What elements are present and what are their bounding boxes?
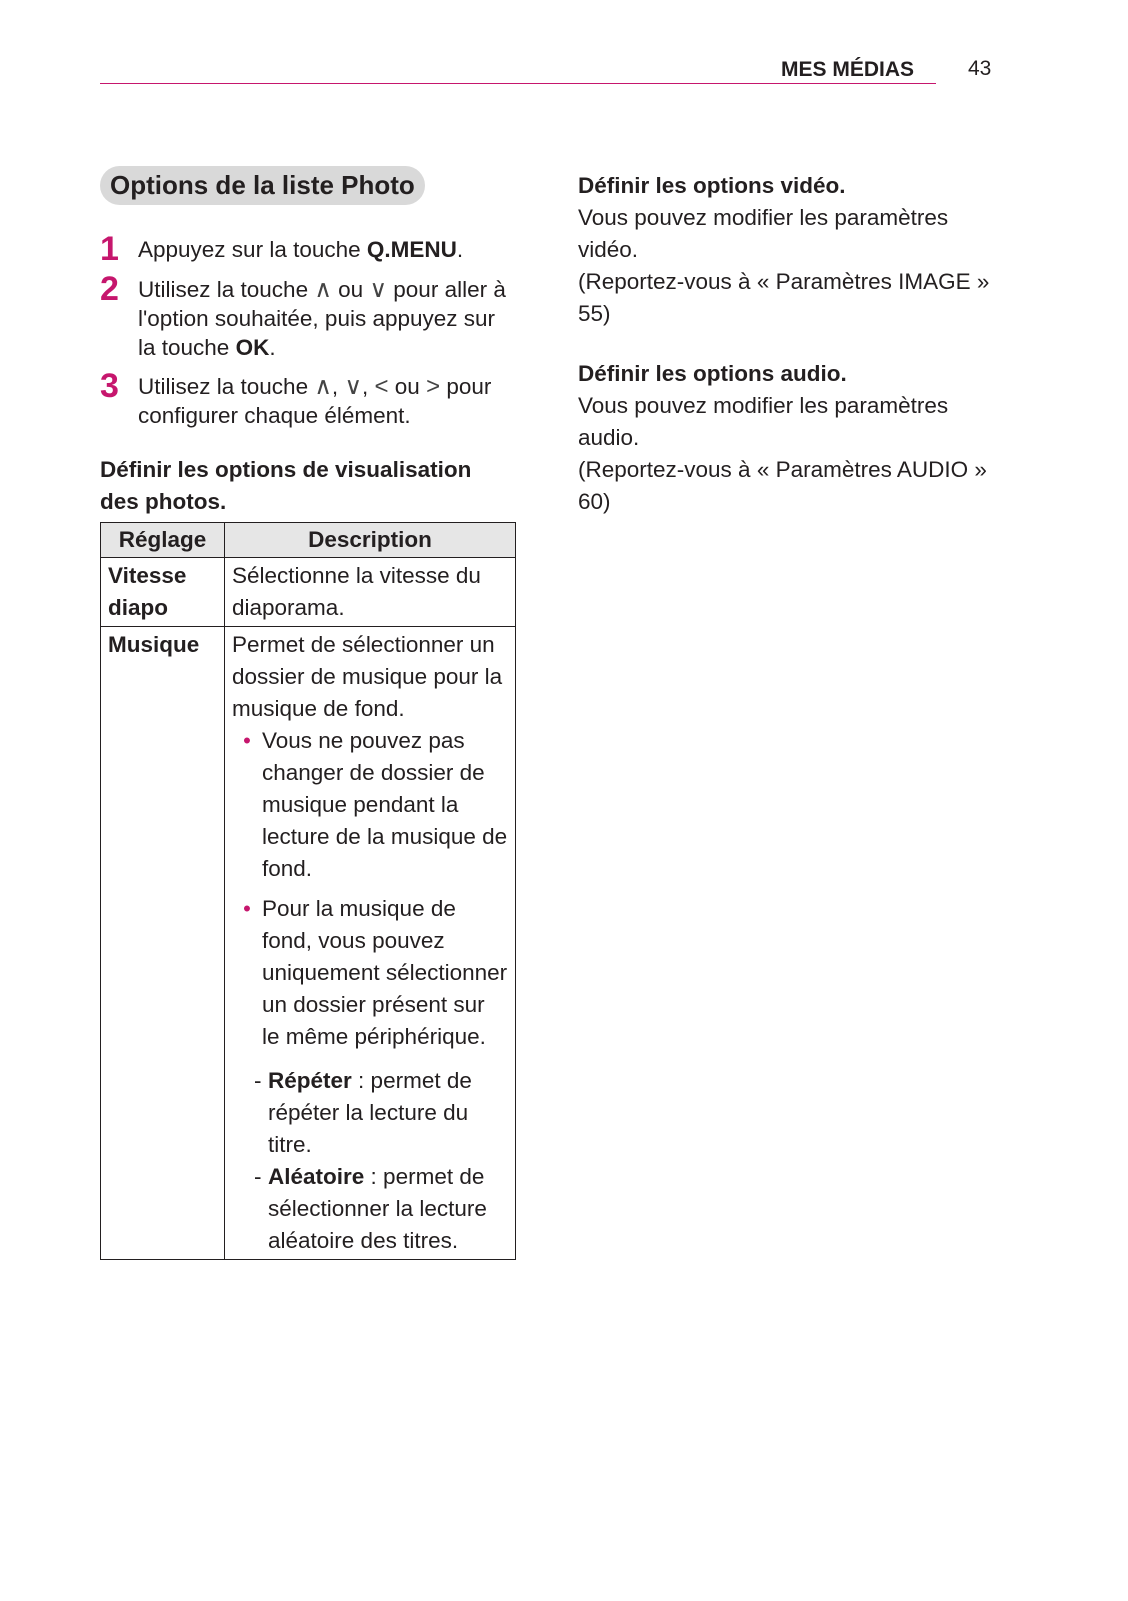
step-1: [100, 230, 516, 268]
dash-icon: -: [254, 1068, 262, 1093]
page-number: 43: [968, 57, 992, 80]
step-text-part: .: [456, 237, 464, 262]
sub-option-name: Aléatoire: [268, 1164, 365, 1189]
down-arrow-icon: ∨: [369, 276, 388, 303]
audio-options-block: [578, 358, 1008, 518]
column-header-setting: Réglage: [101, 523, 225, 558]
sub-option: [232, 1065, 508, 1161]
setting-description: Sélectionne la vitesse du diaporama.: [225, 558, 516, 627]
table-header-row: [101, 523, 516, 558]
table-subhead: Définir les options de visualisation des photos.: [100, 457, 472, 514]
step-text-part: ,: [362, 374, 375, 399]
step-text-part: pour configurer chaque élément.: [138, 374, 492, 428]
step-3: [100, 367, 516, 430]
step-text: [138, 275, 516, 362]
dash-icon: -: [254, 1164, 262, 1189]
step-number: 1: [100, 230, 119, 268]
setting-description-cell: [225, 627, 516, 1260]
note-bullet: [232, 725, 508, 885]
step-text-part: ,: [331, 374, 345, 399]
header-section-title: MES MÉDIAS: [780, 58, 914, 81]
step-number: 3: [100, 367, 119, 405]
options-table: [100, 522, 516, 1260]
step-text-part: Utilisez la touche: [138, 374, 315, 399]
video-options-block: [578, 170, 1008, 330]
steps-list: [100, 230, 516, 430]
step-text-part: ou: [388, 374, 427, 399]
step-text-part: Utilisez la touche: [138, 277, 315, 302]
note-text: Vous ne pouvez pas changer de dossier de musique pendant la lecture de la musique de fond.: [262, 728, 508, 881]
bullet-icon: •: [243, 728, 251, 753]
step-text-part: .: [269, 335, 276, 360]
key-name: OK: [235, 335, 270, 360]
block-title: Définir les options audio.: [578, 361, 847, 386]
section-title: Options de la liste Photo: [100, 166, 425, 205]
up-arrow-icon: ∧: [314, 373, 332, 400]
setting-name: Vitesse diapo: [101, 558, 225, 627]
right-column: [578, 170, 1008, 546]
block-reference: (Reportez-vous à « Paramètres AUDIO » 60): [578, 457, 987, 514]
step-2: [100, 270, 516, 362]
setting-name: Musique: [101, 627, 225, 1260]
block-body: Vous pouvez modifier les paramètres vidéo.: [578, 205, 949, 262]
block-title: Définir les options vidéo.: [578, 173, 846, 198]
step-text: [138, 372, 516, 430]
right-arrow-icon: >: [426, 373, 441, 400]
header-divider: [100, 83, 936, 84]
left-arrow-icon: <: [374, 373, 389, 400]
step-text-part: pour aller à l'option souhaitée, puis appuyez sur la touche: [138, 277, 506, 360]
step-number: 2: [100, 270, 119, 308]
column-header-description: Description: [225, 523, 516, 558]
block-reference: (Reportez-vous à « Paramètres IMAGE » 55): [578, 269, 990, 326]
table-row: [101, 627, 516, 1260]
setting-description: Permet de sélectionner un dossier de musique pour la musique de fond.: [232, 632, 503, 721]
step-text-part: ou: [331, 277, 370, 302]
sub-option-desc: : permet de répéter la lecture du titre.: [268, 1068, 472, 1157]
note-bullet: [232, 893, 508, 1053]
sub-option-desc: : permet de sélectionner la lecture aléatoire des titres.: [268, 1164, 487, 1253]
note-text: Pour la musique de fond, vous pouvez uniquement sélectionner un dossier présent sur le même périphérique.: [262, 896, 508, 1049]
step-text: [138, 235, 463, 264]
sub-option-text: [268, 1161, 508, 1257]
down-arrow-icon: ∨: [344, 373, 363, 400]
sub-option-name: Répéter: [268, 1068, 352, 1093]
sub-option: [232, 1161, 508, 1257]
up-arrow-icon: ∧: [314, 276, 332, 303]
key-name: Q.MENU: [366, 237, 457, 262]
bullet-icon: •: [243, 896, 251, 921]
block-body: Vous pouvez modifier les paramètres audio.: [578, 393, 949, 450]
table-row: [101, 558, 516, 627]
left-column: [100, 166, 516, 1260]
step-text-part: Appuyez sur la touche: [138, 237, 367, 262]
sub-option-text: [268, 1065, 508, 1161]
